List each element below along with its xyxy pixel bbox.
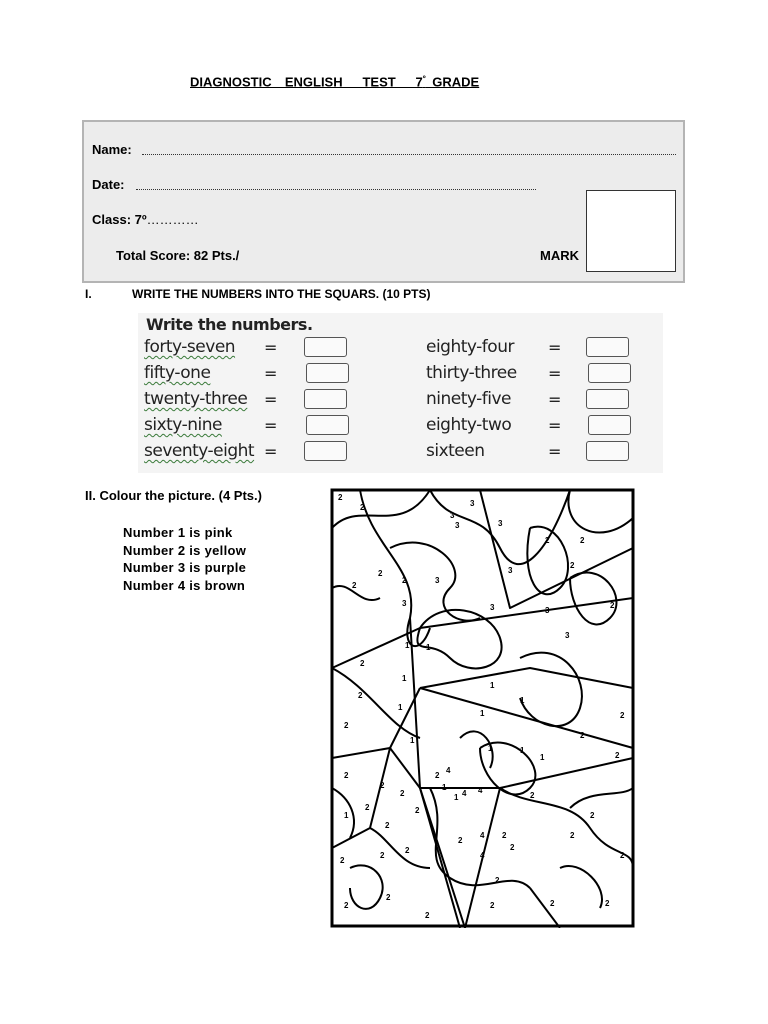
- region-number: 2: [352, 581, 357, 590]
- region-number: 2: [495, 876, 500, 885]
- region-number: 2: [580, 536, 585, 545]
- number-word-left: fifty-one: [144, 363, 211, 383]
- answer-box[interactable]: [306, 415, 349, 435]
- answer-box[interactable]: [304, 337, 347, 357]
- region-number: 1: [426, 643, 431, 652]
- numbers-exercise: [138, 313, 663, 473]
- region-number: 1: [520, 696, 525, 705]
- equals-sign: =: [264, 442, 278, 461]
- region-number: 3: [455, 521, 460, 530]
- region-number: 1: [520, 746, 525, 755]
- section2-title: II. Colour the picture. (4 Pts.): [85, 488, 262, 503]
- region-number: 2: [360, 659, 365, 668]
- number-word-left: forty-seven: [144, 337, 236, 357]
- region-number: 3: [498, 519, 503, 528]
- region-number: 2: [610, 601, 615, 610]
- region-number: 1: [490, 681, 495, 690]
- region-number: 2: [570, 831, 575, 840]
- number-word-left: twenty-three: [144, 389, 248, 409]
- total-score: Total Score: 82 Pts./: [116, 248, 240, 263]
- colour-by-number-picture[interactable]: [330, 488, 635, 928]
- region-number: 2: [502, 831, 507, 840]
- region-number: 2: [435, 771, 440, 780]
- number-word-right: eighty-four: [426, 337, 514, 357]
- region-number: 1: [402, 674, 407, 683]
- region-number: 2: [605, 899, 610, 908]
- region-number: 2: [385, 821, 390, 830]
- region-number: 2: [344, 721, 349, 730]
- number-word-right: eighty-two: [426, 415, 512, 435]
- region-number: 3: [490, 603, 495, 612]
- region-number: 1: [540, 753, 545, 762]
- region-number: 1: [405, 641, 410, 650]
- number-word-right: ninety-five: [426, 389, 512, 409]
- region-number: 2: [402, 576, 407, 585]
- region-number: 1: [454, 793, 459, 802]
- region-number: 2: [490, 901, 495, 910]
- answer-box[interactable]: [304, 389, 347, 409]
- region-number: 1: [442, 783, 447, 792]
- region-number: 1: [488, 744, 493, 753]
- region-number: 4: [446, 766, 451, 775]
- answer-box[interactable]: [304, 441, 347, 461]
- equals-sign: =: [264, 364, 278, 383]
- region-number: 2: [338, 493, 343, 502]
- mark-box[interactable]: [586, 190, 676, 272]
- page-title: DIAGNOSTIC ENGLISH TEST $7^º$ GRADE: [190, 74, 480, 90]
- region-number: 2: [545, 536, 550, 545]
- date-label: Date:: [92, 177, 125, 192]
- region-number: 3: [435, 576, 440, 585]
- equals-sign: =: [548, 338, 562, 357]
- name-label: Name:: [92, 142, 132, 157]
- section1-number: I.: [85, 287, 92, 301]
- class-label: Class: 7º…………: [92, 212, 199, 227]
- region-number: 3: [545, 606, 550, 615]
- region-number: 2: [620, 851, 625, 860]
- region-number: 1: [398, 703, 403, 712]
- equals-sign: =: [264, 338, 278, 357]
- region-number: 2: [570, 561, 575, 570]
- region-number: 2: [510, 843, 515, 852]
- answer-box[interactable]: [306, 363, 349, 383]
- number-word-right: sixteen: [426, 441, 485, 461]
- region-number: 4: [462, 789, 467, 798]
- answer-box[interactable]: [586, 337, 629, 357]
- region-number: 3: [470, 499, 475, 508]
- region-number: 2: [358, 691, 363, 700]
- region-number: 2: [550, 899, 555, 908]
- region-number: 2: [400, 789, 405, 798]
- region-number: 2: [380, 781, 385, 790]
- region-number: 2: [425, 911, 430, 920]
- region-number: 2: [530, 791, 535, 800]
- equals-sign: =: [548, 390, 562, 409]
- region-number: 2: [415, 806, 420, 815]
- region-number: 1: [344, 811, 349, 820]
- region-number: 2: [340, 856, 345, 865]
- region-number: 4: [480, 851, 485, 860]
- region-number: 2: [458, 836, 463, 845]
- section1-title: WRITE THE NUMBERS INTO THE SQUARS. (10 PTS): [132, 287, 431, 301]
- region-number: 4: [480, 831, 485, 840]
- region-number: 2: [405, 846, 410, 855]
- region-number: 2: [378, 569, 383, 578]
- region-number: 2: [344, 771, 349, 780]
- colour-key-2: Number 2 is yellow: [123, 542, 247, 558]
- colour-key-4: Number 4 is brown: [123, 577, 246, 593]
- date-field[interactable]: [136, 189, 536, 190]
- region-number: 2: [620, 711, 625, 720]
- region-number: 2: [365, 803, 370, 812]
- region-number: 2: [615, 751, 620, 760]
- answer-box[interactable]: [586, 389, 629, 409]
- answer-box[interactable]: [588, 363, 631, 383]
- equals-sign: =: [264, 390, 278, 409]
- answer-box[interactable]: [588, 415, 631, 435]
- exercise-heading: Write the numbers.: [146, 315, 313, 334]
- colour-key: [123, 524, 246, 594]
- region-number: 1: [410, 736, 415, 745]
- colour-key-1: Number 1 is pink: [123, 525, 233, 540]
- region-number: 2: [580, 731, 585, 740]
- region-number: 2: [344, 901, 349, 910]
- class-field[interactable]: …………: [146, 212, 199, 227]
- region-number: 2: [386, 893, 391, 902]
- number-word-left: sixty-nine: [144, 415, 222, 435]
- equals-sign: =: [548, 442, 562, 461]
- number-word-right: thirty-three: [426, 363, 517, 383]
- region-number: 4: [478, 786, 483, 795]
- region-number: 2: [380, 851, 385, 860]
- region-number: 3: [450, 511, 455, 520]
- region-number: 1: [480, 709, 485, 718]
- answer-box[interactable]: [586, 441, 629, 461]
- equals-sign: =: [264, 416, 278, 435]
- region-number: 3: [402, 599, 407, 608]
- region-number: 3: [565, 631, 570, 640]
- name-field[interactable]: [142, 154, 676, 155]
- mark-label: MARK: [540, 248, 579, 263]
- region-number: 2: [360, 503, 365, 512]
- equals-sign: =: [548, 364, 562, 383]
- colour-key-3: Number 3 is purple: [123, 560, 247, 575]
- region-number: 3: [508, 566, 513, 575]
- region-number: 2: [590, 811, 595, 820]
- number-word-left: seventy-eight: [144, 441, 255, 461]
- equals-sign: =: [548, 416, 562, 435]
